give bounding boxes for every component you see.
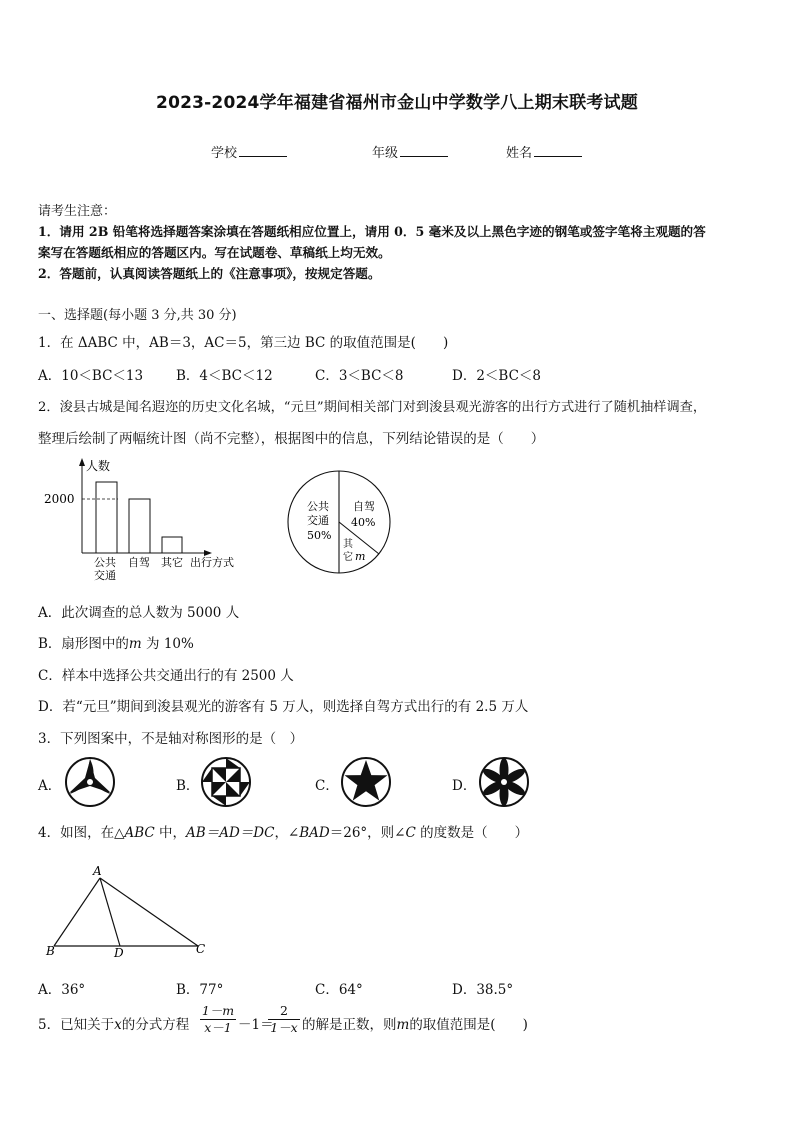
- bar-cat-public-1: 公共: [94, 556, 116, 569]
- point-b-label: B: [46, 944, 55, 958]
- q4-stem: 4．如图，在△ABC 中，AB＝AD＝DC，∠BAD＝26°，则∠C 的度数是（ ）: [38, 825, 529, 841]
- bar-cat-public-2: 交通: [94, 569, 116, 582]
- grade-label: 年级: [372, 146, 399, 161]
- q2-option-c: C．样本中选择公共交通出行的有 2500 人: [38, 668, 294, 684]
- q3-label-c: C．: [315, 778, 339, 794]
- notice-item2: 2．答题前，认真阅读答题纸上的《注意事项》，按规定答题。: [38, 266, 381, 281]
- segment-ad: [100, 878, 120, 946]
- q2-option-a: A．此次调查的总人数为 5000 人: [38, 605, 240, 621]
- bar-cat-self-drive: 自驾: [128, 556, 150, 569]
- pie-label-public-pct: 50%: [307, 529, 332, 542]
- bar-other: [162, 537, 182, 553]
- point-a-label: A: [93, 864, 102, 878]
- q3-figure-b: [200, 756, 252, 808]
- segment-ab: [54, 878, 100, 946]
- pie-label-other-1: 其: [343, 539, 353, 550]
- q3-figure-c: [340, 756, 392, 808]
- pie-label-public-2: 交通: [307, 514, 329, 527]
- q5-fraction1-numerator: 1－m: [201, 1003, 235, 1018]
- pie-label-public-1: 公共: [307, 500, 329, 513]
- q3-label-a: A．: [38, 778, 62, 794]
- q3-label-d: D．: [452, 778, 477, 794]
- point-c-label: C: [196, 942, 206, 956]
- name-field: [506, 142, 582, 161]
- q2-option-b-post: 为 10%: [141, 636, 194, 652]
- q4-option-a: A．36°: [38, 982, 86, 998]
- pie-label-other-2: 它: [343, 552, 353, 563]
- notice-item1-line1: 1．请用 2B 铅笔将选择题答案涂填在答题纸相应位置上，请用 0．5 毫米及以上黑色字迹的钢笔或签字笔将主观题的答: [38, 224, 706, 239]
- bar-xlabel: 出行方式: [190, 556, 234, 569]
- segment-ac: [100, 878, 198, 946]
- q1-option-b: B．4＜BC＜12: [176, 368, 273, 384]
- section-heading: 一、选择题(每小题 3 分,共 30 分): [38, 308, 237, 323]
- q5-fraction1-denominator: x－1: [204, 1020, 232, 1035]
- school-label: 学校: [211, 146, 238, 161]
- notice-heading: 请考生注意：: [38, 204, 117, 219]
- q5-fraction2-numerator: 2: [268, 1003, 300, 1020]
- bar-ylabel: 人数: [86, 459, 111, 473]
- q3-figure-d: [478, 756, 530, 808]
- q5-fraction1: [200, 1003, 236, 1036]
- q4-option-b: B．77°: [176, 982, 224, 998]
- q2-stem-line1: 2．浚县古城是闻名遐迩的历史文化名城，“元旦”期间相关部门对到浚县观光游客的出行方式进行了随机抽样调查，: [38, 400, 707, 415]
- q2-option-d: D．若“元旦”期间到浚县观光的游客有 5 万人，则选择自驾方式出行的有 2.5 万人: [38, 699, 529, 715]
- notice-item1-line2: 案写在答题纸相应的答题区内。写在试题卷、草稿纸上均无效。: [38, 245, 391, 260]
- bar-self-drive: [129, 499, 150, 553]
- q2-option-b-var: m: [128, 636, 142, 652]
- pie-chart-figure: [285, 468, 395, 578]
- bar-public: [96, 482, 117, 553]
- bar-chart-figure: [40, 455, 255, 585]
- bar-cat-other: 其它: [161, 556, 183, 569]
- q1-option-c: C．3＜BC＜8: [315, 368, 404, 384]
- q5-stem-post: 的解是正数，则m的取值范围是( ): [302, 1017, 528, 1033]
- page-title: 2023-2024学年福建省福州市金山中学数学八上期末联考试题: [156, 93, 638, 113]
- bar-ytick-2000: 2000: [44, 492, 75, 506]
- pie-label-self-drive: 自驾: [353, 500, 375, 513]
- q4-option-d: D．38.5°: [452, 982, 514, 998]
- name-blank: [534, 144, 582, 157]
- q2-stem-line2: 整理后绘制了两幅统计图（尚不完整），根据图中的信息，下列结论错误的是（ ）: [38, 431, 545, 447]
- q5-minus-one: －1＝: [238, 1017, 274, 1033]
- q1-stem: 1．在 ΔABC 中，AB＝3，AC＝5，第三边 BC 的取值范围是( ): [38, 335, 449, 351]
- q3-figure-a: [64, 756, 116, 808]
- school-field: [211, 142, 287, 161]
- q3-stem: 3．下列图案中，不是轴对称图形的是（ ）: [38, 731, 304, 747]
- grade-field: [372, 142, 448, 161]
- q4-option-c: C．64°: [315, 982, 363, 998]
- bar-y-arrow: [79, 458, 85, 466]
- q1-option-a: A．10＜BC＜13: [38, 368, 144, 384]
- q2-option-b: [38, 632, 194, 652]
- q2-option-b-pre: B．扇形图中的: [38, 636, 129, 652]
- grade-blank: [400, 144, 448, 157]
- q1-option-d: D．2＜BC＜8: [452, 368, 542, 384]
- pie-label-other-m: m: [355, 550, 366, 563]
- q5-fraction2-denominator: 1－x: [270, 1020, 298, 1035]
- point-d-label: D: [114, 946, 124, 960]
- school-blank: [239, 144, 287, 157]
- q3-label-b: B．: [176, 778, 200, 794]
- q4-triangle-figure: [40, 862, 215, 962]
- q5-fraction2: [268, 1003, 300, 1036]
- q5-stem-pre: 5．已知关于x的分式方程: [38, 1017, 190, 1033]
- pie-label-self-drive-pct: 40%: [351, 516, 376, 529]
- name-label: 姓名: [506, 146, 533, 161]
